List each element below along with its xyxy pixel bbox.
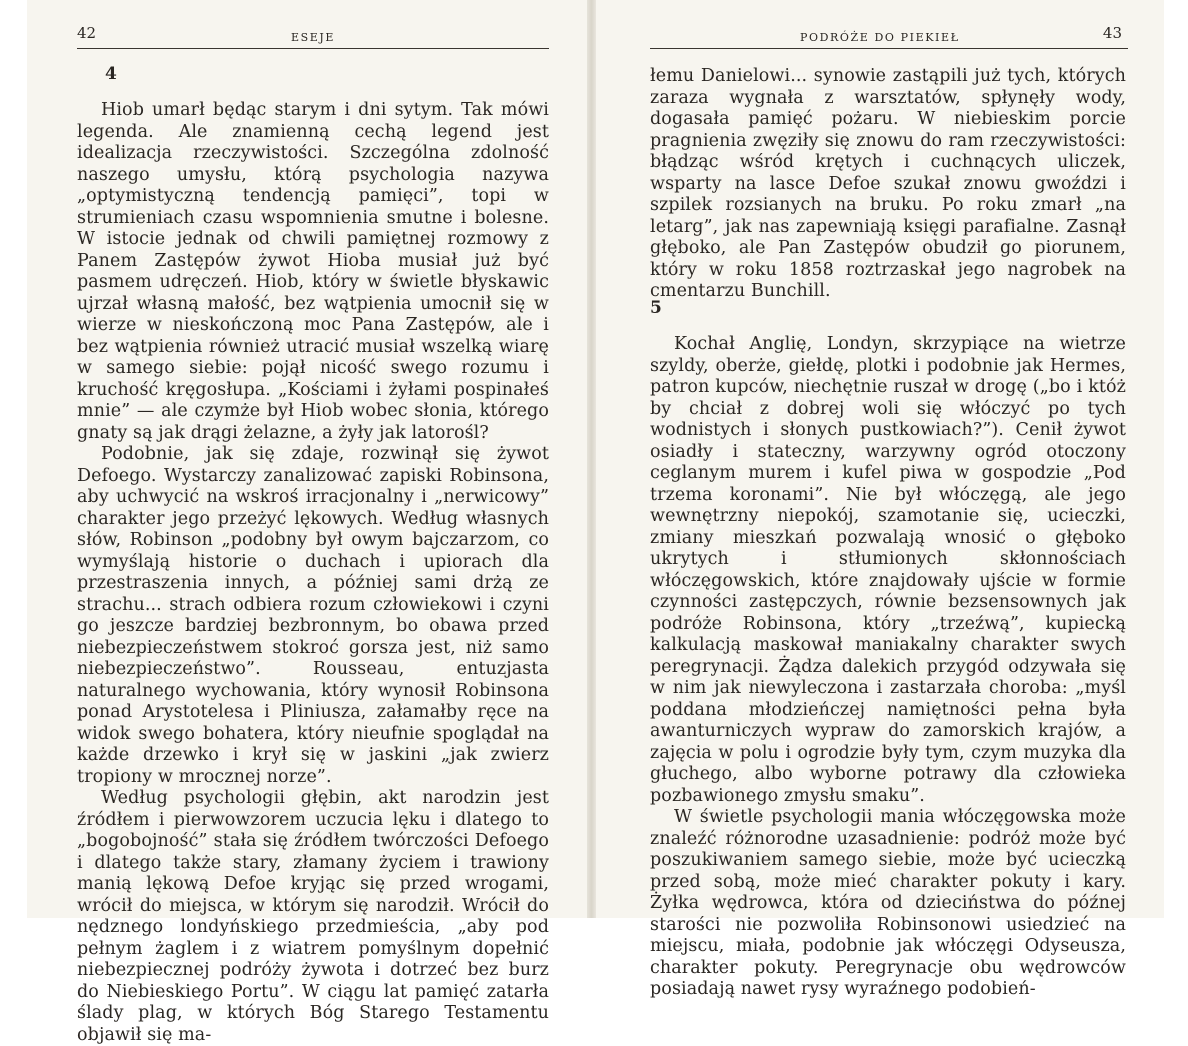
- left-page-body: [77, 100, 549, 1046]
- paragraph: W świetle psychologii mania włóczęgowska może znaleźć różnorodne uzasadnienie: podróż może być poszukiwaniem samego siebie, może być ucieczką przed sobą, może mieć charakter pokuty i kary. Żyłka wędrowca, która od dzieciństwa do późnej starości nie pozwoliła Robinsonowi usiedzieć na miejscu, miała, podobnie jak włóczęgi Odyseusza, charakter pokuty. Peregrynacje obu wędrowców posiadają nawet rysy wyraźnego podobień-: [650, 807, 1126, 999]
- running-head: ESEJE: [290, 31, 336, 44]
- paragraph: łemu Danielowi... synowie zastąpili już tych, których zaraza wygnała z warsztatów, spłynęły wody, dogasała pamięć pożaru. W niebieskim porcie pragnienia zwęziły się znowu do ram rzeczywistości: błądząc wśród krętych i cuchnących uliczek, wsparty na lasce Defoe szukał znowu gwoździ i szpilek rozsianych na bruku. Po roku zmarł „na letarg”, jak nas zapewniają księgi parafialne. Zasnął głęboko, ale Pan Zastępów obudził go piorunem, który w roku 1858 roztrzaskał jego nagrobek na cmentarzu Bunchill.: [650, 66, 1126, 301]
- paragraph: Kochał Anglię, Londyn, skrzypiące na wietrze szyldy, oberże, giełdę, plotki i podobnie jak Hermes, patron kupców, niechętnie ruszał w drogę („bo i któż by chciał z dobrej woli się włóczyć po tych wodnistych i słonych pustkowiach?”). Cenił żywot osiadły i stateczny, warzywny ogród otoczony ceglanym murem i kufel piwa w gospodzie „Pod trzema koronami”. Nie był włóczęgą, ale jego wewnętrzny niepokój, szamotanie się, ucieczki, zmiany mieszkań pozwalają wnosić o głęboko ukrytych i stłumionych skłonnościach włóczęgowskich, które znajdowały ujście w formie czynności zastępczych, równie bezsensownych jak podróże Robinsona, który „trzeźwą”, kupiecką kalkulacją maskował maniakalny charakter swych peregrynacji. Żądza dalekich przygód odzywała się w nim jak niewyleczona i zastarzała choroba: „myśl poddana młodzieńczej namiętności pełna była awanturniczych wypraw do zamorskich krajów, a zajęcia w polu i ogrodzie były tym, czym muzyka dla głuchego, albo wyborne potrawy dla człowieka pozbawionego zmysłu smaku”.: [650, 334, 1126, 806]
- running-head: PODRÓŻE DO PIEKIEŁ: [800, 31, 960, 44]
- section-number: 4: [105, 64, 117, 84]
- right-page-header: [650, 18, 1128, 49]
- page-number: 42: [77, 24, 97, 42]
- section-number: 5: [650, 298, 662, 318]
- paragraph: Według psychologii głębin, akt narodzin jest źródłem i pierwowzorem uczucia lęku i dlatego to „bogobojność” stała się źródłem twórczości Defoego i dlatego także stary, złamany życiem i trawiony manią lękową Defoe kryjąc się przed wrogami, wrócił do miejsca, w którym się narodził. Wrócił do nędznego londyńskiego przedmieścia, „aby pod pełnym żaglem i z wiatrem pomyślnym dopełnić niebezpiecznej podróży żywota i dotrzeć bez burz do Niebieskiego Portu”. W ciągu lat pamięć zatarła ślady plag, w których Bóg Starego Testamentu objawił się ma-: [77, 788, 549, 1045]
- right-page: [596, 0, 1164, 999]
- left-page: [27, 0, 587, 1045]
- book-gutter: [587, 0, 596, 918]
- paragraph: Podobnie, jak się zdaje, rozwinął się żywot Defoego. Wystarczy zanalizować zapiski Robinsona, aby uchwycić na wskroś irracjonalny i „nerwicowy” charakter jego przeżyć lękowych. Według własnych słów, Robinson „podobny był owym bajczarzom, co wymyślają historie o duchach i upiorach dla przestraszenia innych, a później sami drżą ze strachu... strach odbiera rozum człowiekowi i czyni go jeszcze bardziej bezbronnym, bo obawa przed niebezpieczeństwem stokroć gorsza jest, niż samo niebezpieczeństwo”. Rousseau, entuzjasta naturalnego wychowania, który wynosił Robinsona ponad Arystotelesa i Pliniusza, załamałby ręce na widok swego bohatera, który nieufnie spoglądał na każde drzewko i krył się w jaskini „jak zwierz tropiony w mrocznej norze”.: [77, 444, 549, 787]
- paragraph: Hiob umarł będąc starym i dni sytym. Tak mówi legenda. Ale znamienną cechą legend jest idealizacja rzeczywistości. Szczególna zdolność naszego umysłu, którą psychologia nazywa „optymistyczną tendencją pamięci”, topi w strumieniach czasu wspomnienia smutne i bolesne. W istocie jednak od chwili pamiętnej rozmowy z Panem Zastępów żywot Hioba musiał już być pasmem udręczeń. Hiob, który w świetle błyskawic ujrzał własną małość, bez wątpienia umocnił się w wierze w nieskończoną moc Pana Zastępów, ale i bez wątpienia również utracić musiał wszelką wiarę w samego siebie: pojął nicość swego rozumu i kruchość kręgosłupa. „Kościami i żyłami pospinałeś mnie” — ale czymże był Hiob wobec słonia, którego gnaty są jak drągi żelazne, a żyły jak latorośl?: [77, 100, 549, 443]
- page-number: 43: [1102, 24, 1122, 42]
- page-margin: [1164, 0, 1188, 918]
- right-page-continuation: [650, 66, 1126, 303]
- left-page-header: [77, 18, 549, 49]
- right-page-body: [650, 334, 1126, 1001]
